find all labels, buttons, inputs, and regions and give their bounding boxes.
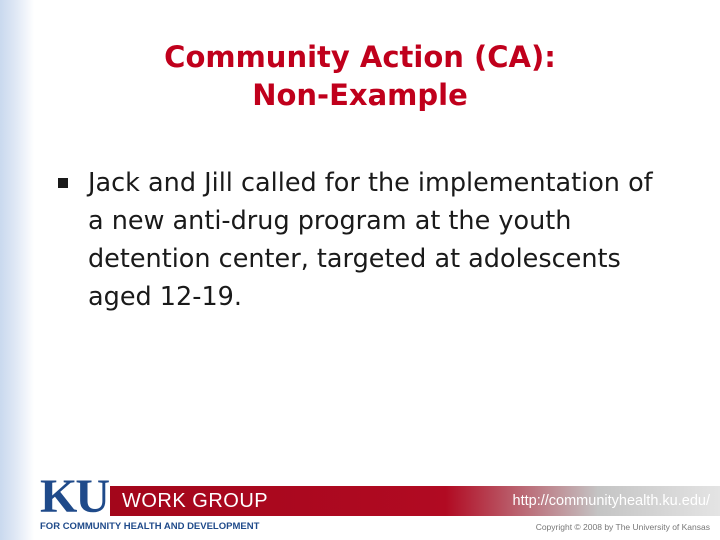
- bullet-text: Jack and Jill called for the implementation of a new anti-drug program at the youth detention center, targeted at adolescents aged 12-19.: [88, 168, 653, 312]
- slide-title-line-2: Non-Example: [252, 78, 468, 112]
- bullet-list: [58, 164, 658, 316]
- slide-title: [40, 38, 680, 114]
- footer-banner: [0, 470, 720, 540]
- slide-title-line-1: Community Action (CA):: [164, 40, 556, 74]
- footer-tagline: FOR COMMUNITY HEALTH AND DEVELOPMENT: [40, 521, 260, 532]
- left-gradient-bar: [0, 0, 34, 540]
- footer-copyright: Copyright © 2008 by The University of Kansas: [535, 522, 710, 532]
- bullet-item: [58, 164, 658, 316]
- square-bullet-icon: [58, 178, 68, 188]
- footer-url-link[interactable]: http://communityhealth.ku.edu/: [512, 493, 710, 509]
- ku-logo: KU: [40, 470, 108, 523]
- work-group-label: WORK GROUP: [122, 490, 269, 512]
